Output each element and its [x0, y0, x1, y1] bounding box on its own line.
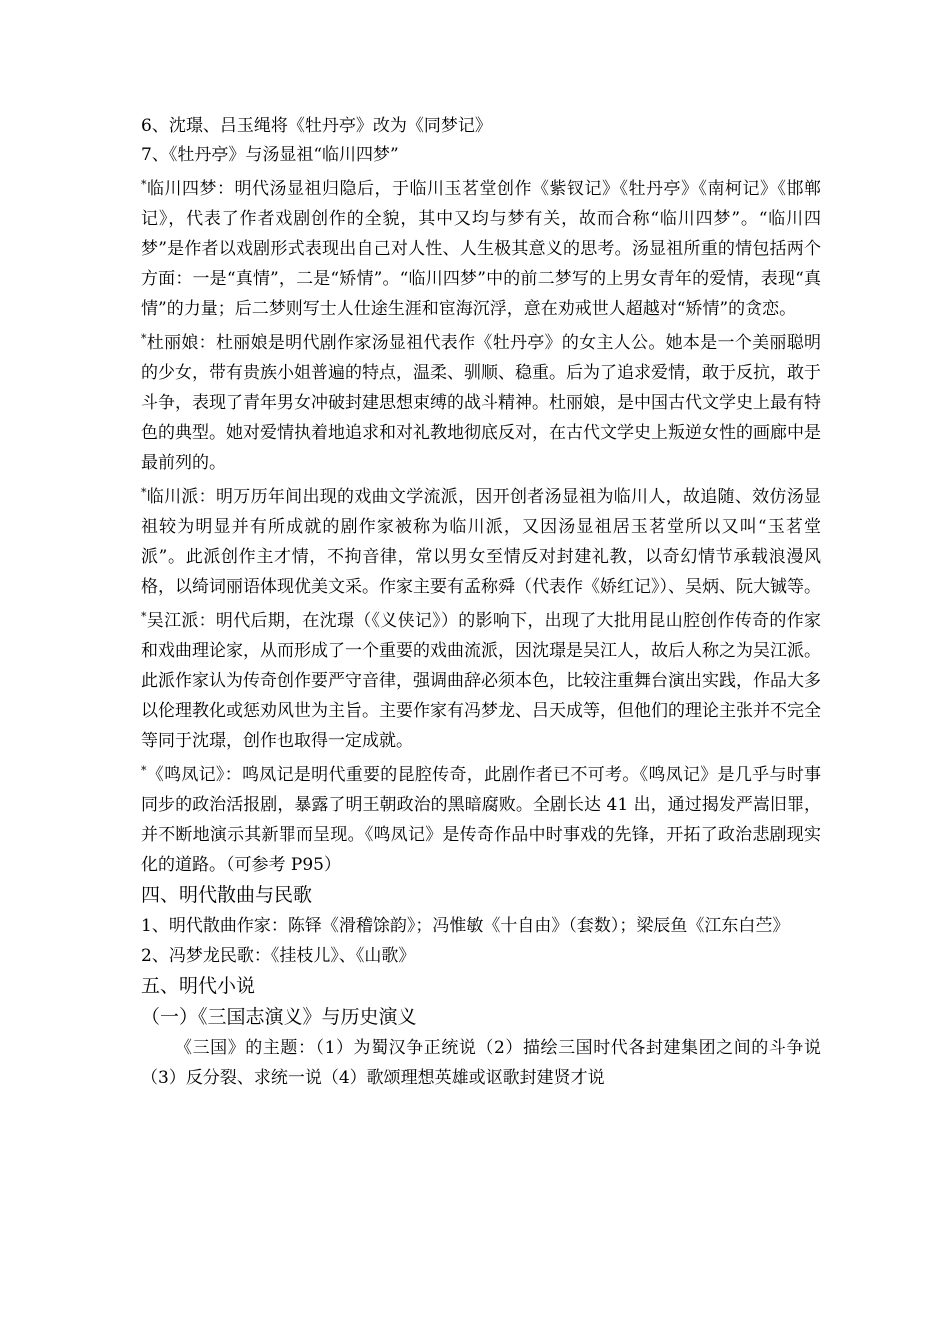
term-entry-du-liniang	[141, 324, 821, 478]
entry-text: 《鸣凤记》：鸣凤记是明代重要的昆腔传奇，此剧作者已不可考。《鸣凤记》是几乎与时事同步的政治活报剧，暴露了明王朝政治的黑暗腐败。全剧长达 41 出，通过揭发严嵩旧罪，并不断地演示其新罪而呈现。《鸣凤记》是传奇作品中时事戏的先锋，开拓了政治悲剧现实化的道路。（可参考 P95）	[141, 765, 821, 875]
document-page	[141, 112, 821, 1093]
entry-marker: *	[141, 486, 147, 499]
list-item-7: 7、《牡丹亭》与汤显祖“临川四梦”	[141, 145, 399, 165]
list-item-sanqu-authors: 1、明代散曲作家：陈铎《滑稽馀韵》；冯惟敏《十自由》（套数）；梁辰鱼《江东白苎》	[141, 916, 790, 936]
entry-marker: *	[141, 764, 147, 777]
term-entry-wujiang-school	[141, 602, 821, 756]
entry-text: 杜丽娘：杜丽娘是明代剧作家汤显祖代表作《牡丹亭》的女主人公。她本是一个美丽聪明的少女，带有贵族小姐普遍的特点，温柔、驯顺、稳重。后为了追求爱情，敢于反抗，敢于斗争，表现了青年男女冲破封建思想束缚的战斗精神。杜丽娘，是中国古代文学史上最有特色的典型。她对爱情执着地追求和对礼教地彻底反对，在古代文学史上叛逆女性的画廊中是最前列的。	[141, 333, 821, 473]
term-entry-linchuan-simeng	[141, 170, 821, 324]
entry-text: 临川四梦：明代汤显祖归隐后，于临川玉茗堂创作《紫钗记》《牡丹亭》《南柯记》《邯郸记》，代表了作者戏剧创作的全貌，其中又均与梦有关，故而合称“临川四梦”。“临川四梦”是作者以戏剧形式表现出自己对人性、人生极其意义的思考。汤显祖所重的情包括两个方面：一是“真情”，二是“矫情”。“临川四梦”中的前二梦写的上男女青年的爱情，表现“真情”的力量；后二梦则写士人仕途生涯和宦海沉浮，意在劝戒世人超越对“矫情”的贪恋。	[141, 179, 821, 319]
section-heading-4: 四、明代散曲与民歌	[141, 884, 313, 906]
entry-text: 吴江派：明代后期，在沈璟（《义侠记》）的影响下，出现了大批用昆山腔创作传奇的作家和戏曲理论家，从而形成了一个重要的戏曲流派，因沈璟是吴江人，故后人称之为吴江派。此派作家认为传奇创作要严守音律，强调曲辞必须本色，比较注重舞台演出实践，作品大多以伦理教化或惩劝风世为主旨。主要作家有冯梦龙、吕天成等，但他们的理论主张并不完全等同于沈璟，创作也取得一定成就。	[141, 611, 821, 751]
subsection-heading-1: （一）《三国志演义》与历史演义	[141, 1006, 417, 1028]
term-entry-mingfeng-ji	[141, 756, 821, 880]
term-entry-linchuan-school	[141, 478, 821, 602]
entry-marker: *	[141, 610, 147, 623]
paragraph-sanguo-themes: 《三国》的主题：（1）为蜀汉争正统说（2）描绘三国时代各封建集团之间的斗争说（3）反分裂、求统一说（4）歌颂理想英雄或讴歌封建贤才说	[141, 1038, 821, 1088]
section-heading-5: 五、明代小说	[141, 975, 256, 997]
list-item-folk-songs: 2、冯梦龙民歌：《挂枝儿》、《山歌》	[141, 946, 416, 966]
list-item-6: 6、沈璟、吕玉绳将《牡丹亭》改为《同梦记》	[141, 116, 492, 136]
entry-text: 临川派：明万历年间出现的戏曲文学流派，因开创者汤显祖为临川人，故追随、效仿汤显祖较为明显并有所成就的剧作家被称为临川派，又因汤显祖居玉茗堂所以又叫“玉茗堂派”。此派创作主才情，不拘音律，常以男女至情反对封建礼教，以奇幻情节承载浪漫风格，以绮词丽语体现优美文采。作家主要有孟称舜（代表作《娇红记》）、吴炳、阮大铖等。	[141, 487, 821, 597]
entry-marker: *	[141, 178, 147, 191]
entry-marker: *	[141, 332, 147, 345]
